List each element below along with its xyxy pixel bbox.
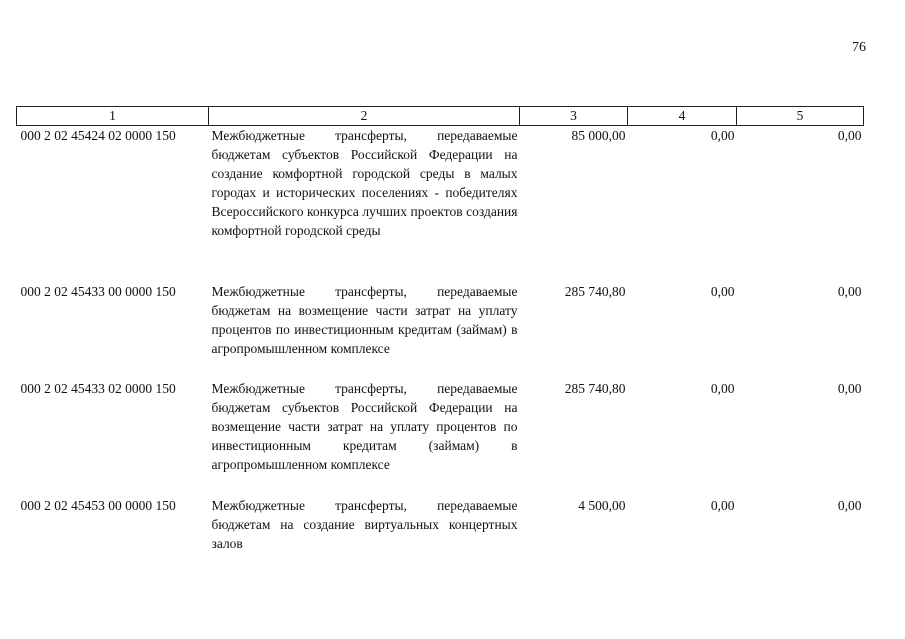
budget-code: 000 2 02 45453 00 0000 150 bbox=[20, 498, 176, 513]
budget-table bbox=[16, 106, 864, 556]
amount-col-5: 0,00 bbox=[837, 128, 862, 143]
table-row bbox=[17, 126, 864, 283]
amount-col-4: 0,00 bbox=[710, 128, 735, 143]
header-col-4: 4 bbox=[628, 107, 737, 126]
budget-description: Межбюджетные трансферты, передаваемые бюджетам на возмещение части затрат на уплату процентов по инвестиционным кредитам (займам) в агропромышленном комплексе bbox=[211, 284, 518, 356]
budget-code: 000 2 02 45433 02 0000 150 bbox=[20, 381, 176, 396]
header-col-2: 2 bbox=[209, 107, 520, 126]
header-row bbox=[17, 107, 864, 126]
amount-col-4: 0,00 bbox=[710, 381, 735, 396]
amount-col-5: 0,00 bbox=[837, 498, 862, 513]
header-col-5: 5 bbox=[737, 107, 864, 126]
amount-col-3: 285 740,80 bbox=[564, 381, 626, 396]
amount-col-4: 0,00 bbox=[710, 284, 735, 299]
budget-description: Межбюджетные трансферты, передаваемые бюджетам на создание виртуальных концертных залов bbox=[211, 498, 518, 551]
table-row bbox=[17, 496, 864, 556]
table-row bbox=[17, 379, 864, 496]
amount-col-3: 285 740,80 bbox=[564, 284, 626, 299]
header-col-1: 1 bbox=[17, 107, 209, 126]
amount-col-5: 0,00 bbox=[837, 284, 862, 299]
budget-code: 000 2 02 45424 02 0000 150 bbox=[20, 128, 176, 143]
header-col-3: 3 bbox=[520, 107, 628, 126]
table-body bbox=[17, 126, 864, 557]
table-header bbox=[17, 107, 864, 126]
table-row bbox=[17, 282, 864, 379]
amount-col-4: 0,00 bbox=[710, 498, 735, 513]
amount-col-3: 4 500,00 bbox=[578, 498, 626, 513]
amount-col-5: 0,00 bbox=[837, 381, 862, 396]
budget-description: Межбюджетные трансферты, передаваемые бюджетам субъектов Российской Федерации на возмещение части затрат на уплату процентов по инвестиционным кредитам (займам) в агропромышленном комплексе bbox=[211, 381, 518, 472]
budget-description: Межбюджетные трансферты, передаваемые бюджетам субъектов Российской Федерации на создание комфортной городской среды в малых городах и исторических поселениях - победителях Всероссийского конкурса лучших проектов создания комфортной городской среды bbox=[211, 128, 518, 238]
amount-col-3: 85 000,00 bbox=[571, 128, 626, 143]
budget-code: 000 2 02 45433 00 0000 150 bbox=[20, 284, 176, 299]
page-number: 76 bbox=[852, 40, 866, 55]
